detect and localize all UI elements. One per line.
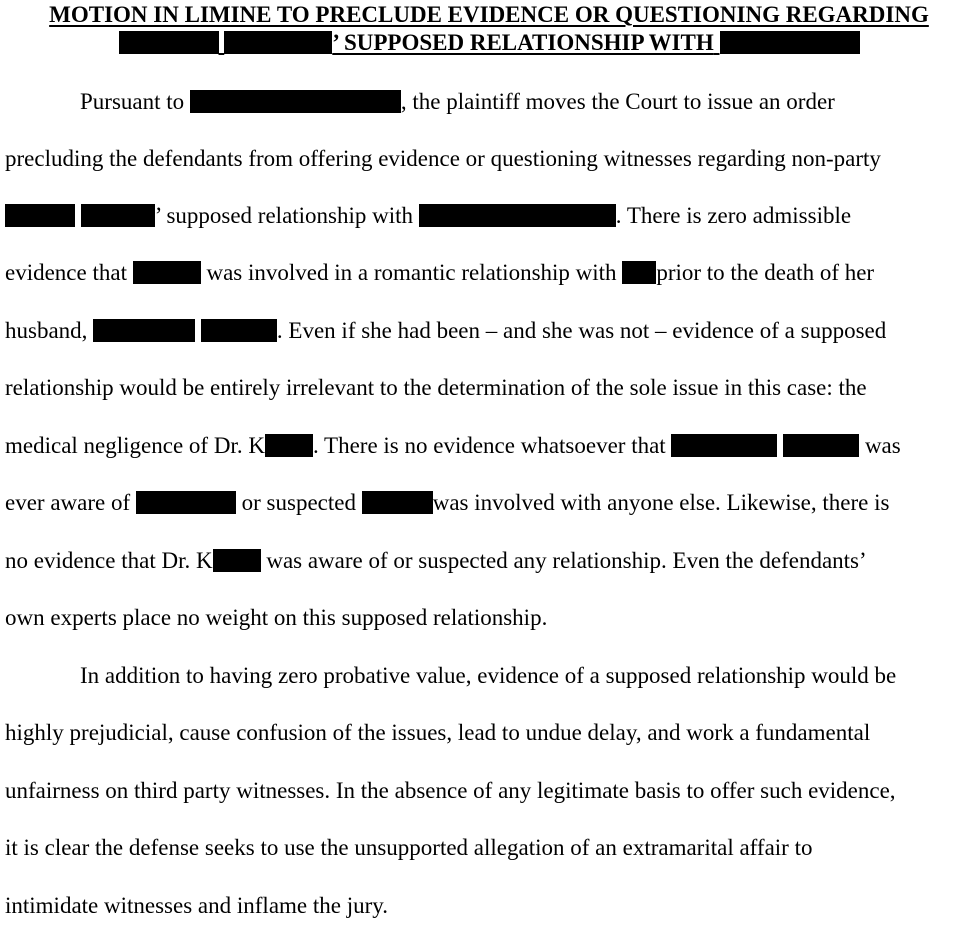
text-segment: . Even if she had been – and she was not – evidence of a supposed (276, 318, 887, 343)
text-line: highly prejudicial, cause confusion of the issues, lead to undue delay, and work a fundamental (5, 720, 871, 745)
redaction (671, 434, 777, 457)
redaction (136, 491, 236, 514)
title-line-1: MOTION IN LIMINE TO PRECLUDE EVIDENCE OR QUESTIONING REGARDING (49, 2, 929, 27)
redaction (362, 491, 433, 514)
text-line: In addition to having zero probative value, evidence of a supposed relationship would be (80, 663, 897, 688)
text-line (80, 88, 835, 116)
text-line (5, 432, 901, 460)
redaction (265, 434, 313, 457)
text-line: relationship would be entirely irrelevant to the determination of the sole issue in this case: the (5, 375, 867, 400)
text-segment: prior to the death of her (656, 260, 875, 285)
text-segment: or suspected (241, 490, 356, 515)
text-segment: was involved in a romantic relationship with (206, 260, 617, 285)
redaction (783, 434, 859, 457)
text-line (5, 489, 889, 517)
text-segment: husband, (5, 318, 88, 343)
redaction (133, 261, 201, 284)
redaction (213, 549, 261, 572)
text-segment: . There is zero admissible (615, 203, 852, 228)
text-line (5, 202, 851, 230)
text-line: own experts place no weight on this supposed relationship. (5, 605, 548, 630)
text-line (5, 259, 874, 287)
redaction (5, 204, 75, 227)
redaction (93, 319, 195, 342)
text-segment: was aware of or suspected any relationship. Even the defendants’ (266, 548, 867, 573)
redaction (81, 204, 155, 227)
redaction (419, 204, 616, 227)
text-segment: ever aware of (5, 490, 131, 515)
redaction (119, 31, 219, 54)
redaction (190, 90, 401, 113)
text-segment: . There is no evidence whatsoever that (312, 433, 666, 458)
text-line: it is clear the defense seeks to use the unsupported allegation of an extramarital affair to (5, 835, 813, 860)
title-line-2 (0, 29, 978, 57)
text-segment: was (864, 433, 901, 458)
title-line-2-text: ’ SUPPOSED RELATIONSHIP WITH (332, 30, 714, 55)
text-segment: medical negligence of Dr. K (5, 433, 265, 458)
redaction (622, 261, 656, 284)
redaction (224, 31, 332, 54)
text-line (5, 317, 886, 345)
text-segment: was involved with anyone else. Likewise, there is (432, 490, 890, 515)
text-segment: evidence that (5, 260, 127, 285)
text-line: intimidate witnesses and inflame the jury. (5, 893, 389, 918)
text-segment: Pursuant to (80, 89, 185, 114)
redaction (201, 319, 277, 342)
text-segment: , the plaintiff moves the Court to issue an order (400, 89, 835, 114)
redaction (720, 31, 860, 54)
text-segment: no evidence that Dr. K (5, 548, 213, 573)
text-line (5, 547, 867, 575)
text-line: unfairness on third party witnesses. In the absence of any legitimate basis to offer such evidence, (5, 778, 896, 803)
text-segment: ’ supposed relationship with (154, 203, 414, 228)
text-line: precluding the defendants from offering evidence or questioning witnesses regarding non-party (5, 146, 881, 171)
